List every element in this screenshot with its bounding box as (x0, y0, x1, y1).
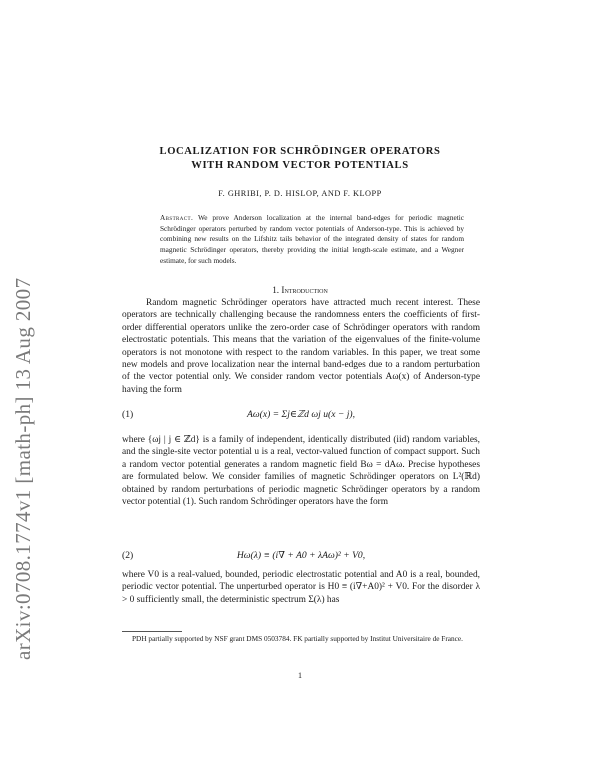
paper-title-line-2: WITH RANDOM VECTOR POTENTIALS (191, 160, 409, 171)
abstract-label: Abstract. (160, 213, 194, 222)
equation-2 (122, 546, 480, 568)
intro-paragraph-1: Random magnetic Schrödinger operators have attracted much recent interest. These operators are technically challenging because the randomness enters the coefficients of first-order differential operators unlike the zero-order case of Schrödinger operators with random electrostatic potentials. This means that the variation of the eigenvalues of the finite-volume operators is not monotone with respect to the random variables. In this paper, we treat some new models and prove localization near the internal band-edges due to a random perturbation of the vector potential only. We consider random vector potentials Aω(x) of Anderson-type having the form (122, 298, 480, 395)
page-number: 1 (298, 671, 302, 680)
paper-title-line-1: LOCALIZATION FOR SCHRÖDINGER OPERATORS (159, 146, 441, 157)
arxiv-identifier[interactable]: arXiv:0708.1774v1 [math-ph] 13 Aug 2007 (11, 277, 35, 660)
section-heading (120, 285, 480, 295)
equation-2-body: Hω(λ) ≡ (i∇ + A0 + λAω)² + V0, (236, 550, 366, 561)
equation-1-number: (1) (122, 409, 134, 420)
footnote-rule (122, 631, 182, 632)
equation-2-number: (2) (122, 550, 134, 561)
equation-1-body: Aω(x) = Σj∈ℤd ωj u(x − j), (247, 409, 355, 420)
section-title: Introduction (281, 285, 328, 295)
section-number: 1. (272, 285, 280, 295)
footnote: PDH partially supported by NSF grant DMS 0503784. FK partially supported by Institut Universitaire de France. (132, 634, 463, 643)
intro-paragraph-3: where V0 is a real-valued, bounded, periodic electrostatic potential and A0 is a real, bounded, periodic vector potential. The unperturbed operator is H0 ≡ (i∇+A0)² + V0. For the disorder λ > 0 sufficiently small, the deterministic spectrum Σ(λ) has (122, 570, 480, 605)
abstract-text: We prove Anderson localization at the internal band-edges for periodic magnetic Schrödinger operators perturbed by random vector potentials of Anderson-type. This is achieved by combining new results on the Lifshitz tails behavior of the integrated density of states for random magnetic Schrödinger operators, thereby providing the initial length-scale estimate, and a Wegner estimate, for such models. (160, 213, 464, 265)
author-list: F. GHRIBI, P. D. HISLOP, AND F. KLOPP (218, 189, 382, 198)
abstract (160, 213, 464, 267)
equation-1 (122, 405, 480, 427)
intro-paragraph-2: where {ωj | j ∈ ℤd} is a family of independent, identically distributed (iid) random variables, and the single-site vector potential u is a real, vector-valued function of compact support. Such a random vector potential generates a random magnetic field Bω = dAω. Precise hypotheses are formulated below. We consider families of magnetic Schrödinger operators on L²(ℝd) obtained by random perturbations of periodic magnetic Schrödinger operators by a random vector potential (1). Such random Schrödinger operators have the form (122, 435, 480, 508)
